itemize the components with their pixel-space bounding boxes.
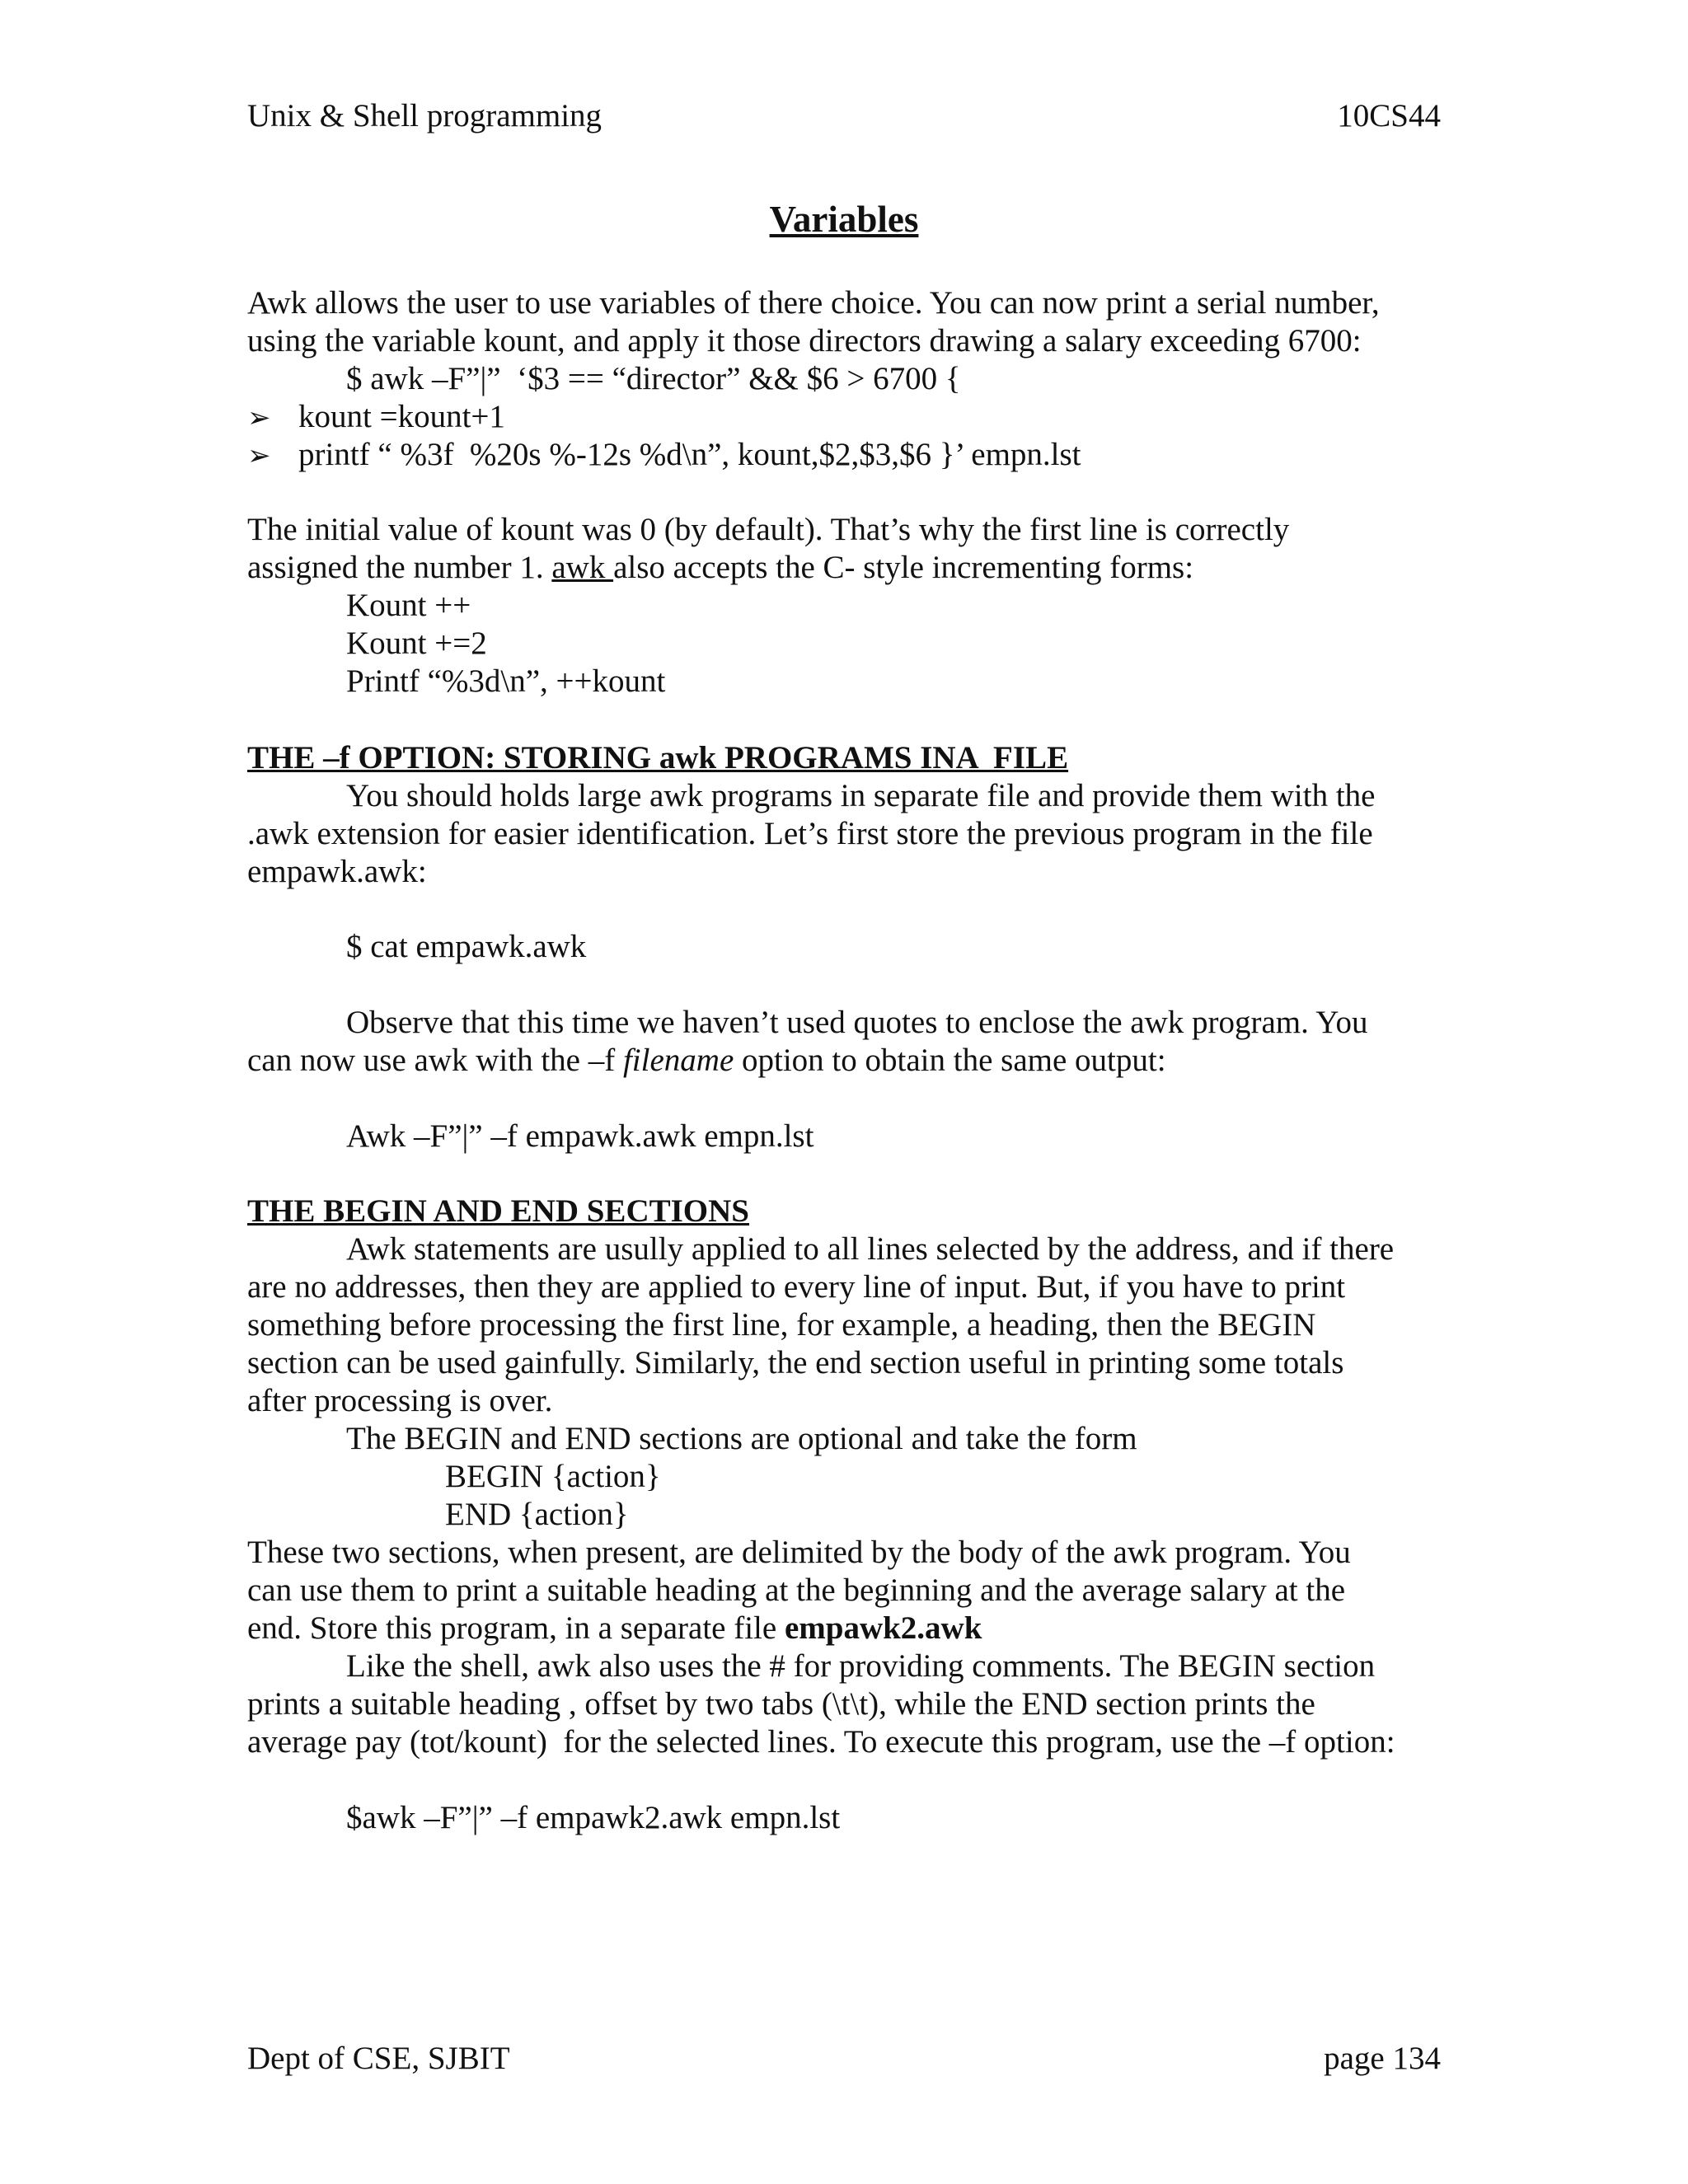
variables-code-awk-command: $ awk –F”|” ‘$3 == “director” && $6 > 6700 {: [346, 361, 961, 396]
begin-end-para-3-line-3: [247, 1610, 982, 1647]
begin-end-para-1-line: something before processing the first line, for example, a heading, then the BEGIN: [247, 1307, 1316, 1343]
begin-end-para-1-line: section can be used gainfully. Similarly, the end section useful in printing some totals: [247, 1345, 1344, 1380]
empawk2-filename-bold: empawk2.awk: [784, 1610, 982, 1646]
begin-end-para-1-line: are no addresses, then they are applied to every line of input. But, if you have to print: [247, 1269, 1346, 1305]
text-run: option to obtain the same output:: [734, 1043, 1166, 1078]
list-item-text: kount =kount+1: [298, 399, 505, 434]
f-option-para-2-line-1: Observe that this time we haven’t used quotes to enclose the awk program. You: [346, 1005, 1368, 1040]
begin-end-para-3-line-2: can use them to print a suitable heading at the beginning and the average salary at the: [247, 1572, 1346, 1608]
list-item-text: printf “ %3f %20s %-12s %d\n”, kount,$2,$3,$6 }’ empn.lst: [298, 437, 1081, 472]
header-course-title: Unix & Shell programming: [247, 98, 603, 134]
begin-end-para-4-line: Like the shell, awk also uses the # for providing comments. The BEGIN section: [346, 1648, 1376, 1684]
f-option-para-1-line-2: .awk extension for easier identification. Let’s first store the previous program in the file: [247, 816, 1373, 851]
arrow-bullet-icon: ➢: [247, 439, 271, 472]
list-item: [247, 436, 1081, 475]
begin-end-para-4-line: prints a suitable heading , offset by two tabs (\t\t), while the END section prints the: [247, 1686, 1315, 1722]
footer-department: Dept of CSE, SJBIT: [247, 2041, 510, 2076]
variables-para-1-line-2: using the variable kount, and apply it those directors drawing a salary exceeding 6700:: [247, 323, 1362, 359]
f-option-para-1-line-1: You should holds large awk programs in separate file and provide them with the: [346, 778, 1376, 813]
f-option-code-cat: $ cat empawk.awk: [346, 929, 587, 964]
f-option-para-1-line-3: empawk.awk:: [247, 854, 427, 889]
variables-para-2-line-1: The initial value of kount was 0 (by default). That’s why the first line is correctly: [247, 512, 1290, 547]
text-run: assigned the number 1.: [247, 550, 552, 585]
code-line: Kount +=2: [346, 626, 487, 661]
begin-end-para-3-line-1: These two sections, when present, are delimited by the body of the awk program. You: [247, 1535, 1351, 1570]
begin-end-para-4-line: average pay (tot/kount) for the selected lines. To execute this program, use the –f option:: [247, 1724, 1395, 1760]
awk-underlined-term: awk: [551, 550, 614, 585]
text-run: can now use awk with the –f: [247, 1043, 623, 1078]
section-heading-f-option: THE –f OPTION: STORING awk PROGRAMS INA FILE: [247, 740, 1069, 776]
variables-para-1-line-1: Awk allows the user to use variables of there choice. You can now print a serial number,: [247, 285, 1380, 321]
begin-end-para-2-line-1: The BEGIN and END sections are optional and take the form: [346, 1421, 1137, 1456]
begin-end-code-awk: $awk –F”|” –f empawk2.awk empn.lst: [346, 1800, 841, 1835]
list-item: [247, 398, 505, 437]
filename-italic-term: filename: [622, 1043, 734, 1078]
f-option-para-2-line-2: [247, 1042, 1166, 1080]
begin-end-para-1-line: Awk statements are usully applied to all lines selected by the address, and if there: [346, 1231, 1395, 1267]
begin-end-para-1-line: after processing is over.: [247, 1383, 553, 1418]
variables-para-2-line-2: [247, 549, 1193, 587]
text-run: also accepts the C- style incrementing forms:: [613, 550, 1194, 585]
code-line: Printf “%3d\n”, ++kount: [346, 663, 666, 699]
text-run: end. Store this program, in a separate file: [247, 1610, 785, 1646]
section-heading-begin-end: THE BEGIN AND END SECTIONS: [247, 1193, 749, 1229]
arrow-bullet-icon: ➢: [247, 401, 271, 434]
end-form-line: END {action}: [445, 1497, 629, 1532]
begin-form-line: BEGIN {action}: [445, 1459, 661, 1494]
f-option-code-awk: Awk –F”|” –f empawk.awk empn.lst: [346, 1118, 814, 1154]
header-course-code: 10CS44: [1337, 98, 1441, 134]
code-line: Kount ++: [346, 588, 471, 623]
footer-page-number: page 134: [1324, 2041, 1441, 2076]
page-title: Variables: [769, 199, 919, 240]
